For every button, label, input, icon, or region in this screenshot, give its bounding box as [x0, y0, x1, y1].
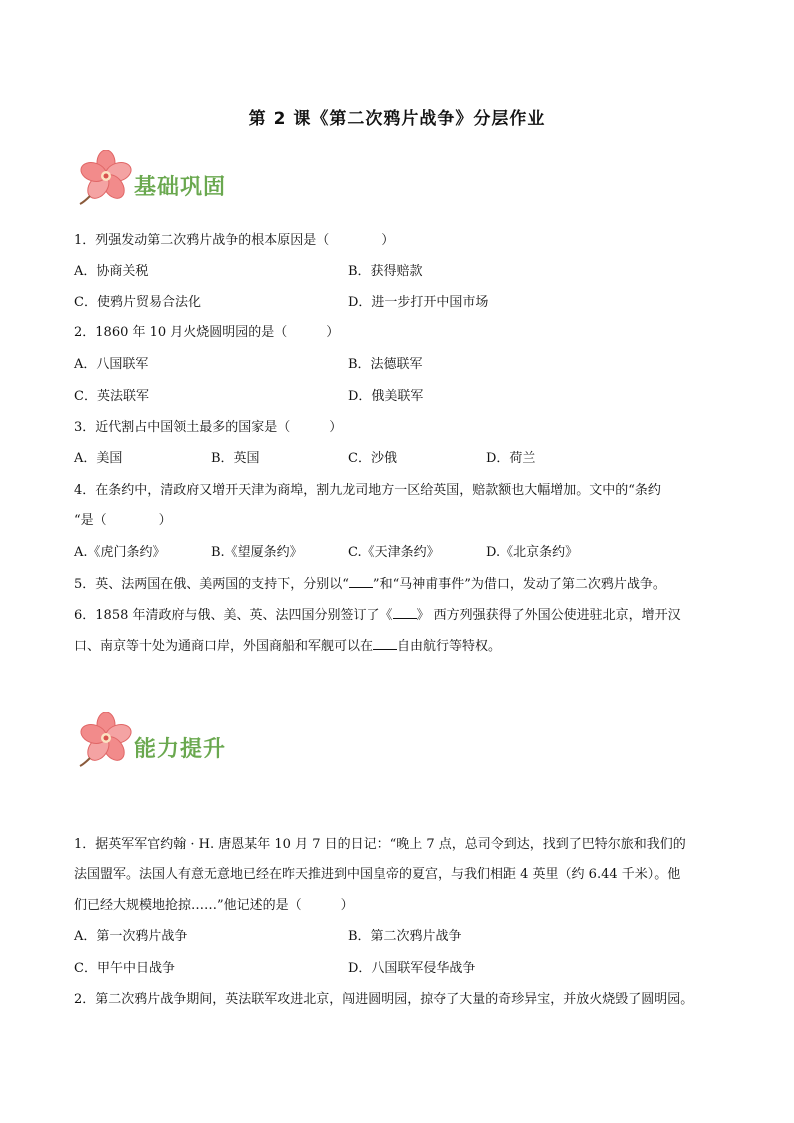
- question-stem: 4．在条约中，清政府又增开天津为商埠，割九龙司地方一区给英国，赔款额也大幅增加。文中的“条约: [74, 483, 661, 498]
- option-row: [74, 541, 724, 561]
- question-stem-continued: 法国盟军。法国人有意无意地已经在昨天推进到中国皇帝的夏宫，与我们相距 4 英里（约 6.44 千米）。他: [74, 867, 681, 882]
- option-d: D．荷兰: [486, 451, 536, 466]
- option-c: C．英法联军: [74, 389, 149, 404]
- fill-in-question: [74, 604, 681, 623]
- section-title-basic: 基础巩固: [134, 175, 227, 200]
- question-stem: 2．第二次鸦片战争期间，英法联军攻进北京，闯进圆明园，掠夺了大量的奇珍异宝，并放火烧毁了圆明园。: [74, 992, 694, 1007]
- option-b: B．第二次鸦片战争: [348, 929, 462, 944]
- question-stem: 3．近代割占中国领土最多的国家是（ ）: [74, 420, 343, 435]
- option-a: A.《虎门条约》: [74, 545, 166, 560]
- option-d: D.《北京条约》: [486, 545, 579, 560]
- question-text: 自由航行等特权。: [397, 639, 502, 654]
- question-stem: 1．据英军军官约翰 · H. 唐恩某年 10 月 7 日的日记：“晚上 7 点，总司令到达，找到了巴特尔旅和我们的: [74, 837, 686, 852]
- section-header-advanced: [78, 712, 378, 772]
- option-a: A．第一次鸦片战争: [74, 929, 188, 944]
- option-row: [74, 957, 724, 977]
- flower-icon: [78, 712, 134, 768]
- question-text: 6．1858 年清政府与俄、美、英、法四国分别签订了《: [74, 608, 393, 623]
- fill-in-question: [74, 573, 666, 592]
- option-c: C．沙俄: [348, 451, 397, 466]
- question-text: 》 西方列强获得了外国公使进驻北京，增开汉: [416, 608, 681, 623]
- option-b: B．获得赔款: [348, 264, 423, 279]
- option-d: D．进一步打开中国市场: [348, 295, 489, 310]
- option-c: C．使鸦片贸易合法化: [74, 295, 201, 310]
- question-text: 5．英、法两国在俄、美两国的支持下，分别以“: [74, 577, 349, 592]
- option-c: C．甲午中日战争: [74, 961, 175, 976]
- option-b: B．英国: [211, 451, 260, 466]
- fill-in-question-continued: [74, 635, 501, 654]
- answer-blank[interactable]: [349, 575, 373, 588]
- option-row: [74, 925, 724, 945]
- question-stem-continued: 们已经大规模地抢掠……”他记述的是（ ）: [74, 898, 354, 913]
- section-title-advanced: 能力提升: [134, 737, 227, 762]
- option-c: C.《天津条约》: [348, 545, 440, 560]
- option-b: B．法德联军: [348, 357, 423, 372]
- option-a: A．协商关税: [74, 264, 149, 279]
- option-b: B.《望厦条约》: [211, 545, 303, 560]
- option-a: A．美国: [74, 451, 123, 466]
- section-header-basic: [78, 150, 378, 210]
- option-row: [74, 260, 724, 280]
- question-stem: 2．1860 年 10 月火烧圆明园的是（ ）: [74, 325, 340, 340]
- option-row: [74, 447, 724, 467]
- option-row: [74, 291, 724, 311]
- question-stem-continued: “是（ ）: [74, 513, 172, 528]
- answer-blank[interactable]: [373, 637, 397, 650]
- option-a: A．八国联军: [74, 357, 149, 372]
- page-title: 第 2 课《第二次鸦片战争》分层作业: [248, 109, 546, 129]
- question-text: ”和“马神甫事件”为借口，发动了第二次鸦片战争。: [372, 577, 666, 592]
- option-row: [74, 385, 724, 405]
- question-text: 口、南京等十处为通商口岸，外国商船和军舰可以在: [74, 639, 374, 654]
- option-d: D．俄美联军: [348, 389, 424, 404]
- answer-blank[interactable]: [393, 606, 417, 619]
- option-row: [74, 353, 724, 373]
- option-d: D．八国联军侵华战争: [348, 961, 476, 976]
- flower-icon: [78, 150, 134, 206]
- question-stem: 1．列强发动第二次鸦片战争的根本原因是（ ）: [74, 233, 395, 248]
